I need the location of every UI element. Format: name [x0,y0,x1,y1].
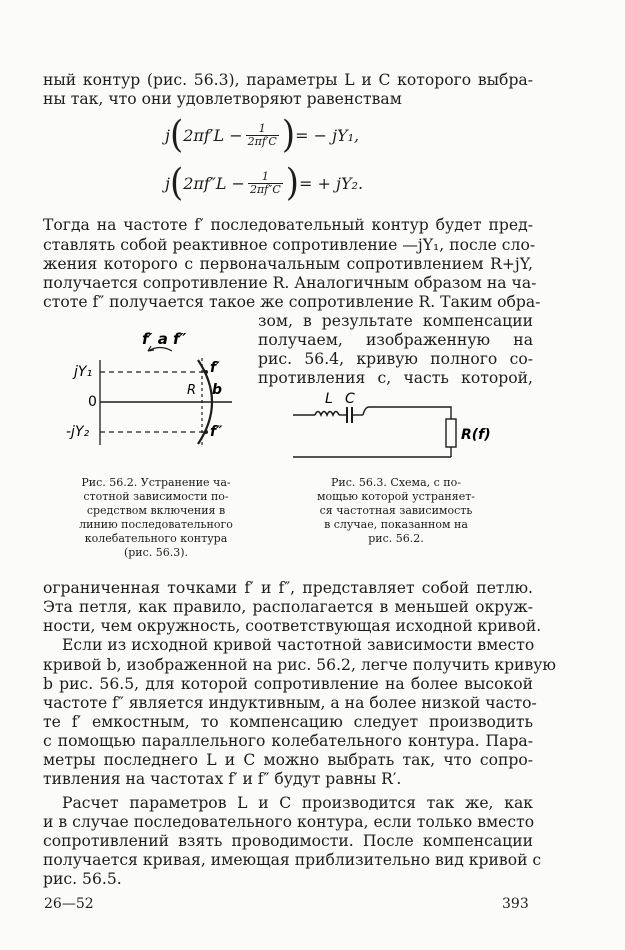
caption-line: стотной зависимости по- [83,490,229,503]
paragraph2-line-1: ограниченная точками f′ и f″, представляет собой петлю. [43,579,533,597]
equation-fraction [248,171,283,196]
label-rf: R(f) [461,427,491,443]
label-zero: 0 [88,394,97,410]
label-r: R [187,383,197,398]
caption-line: мощью которой устраняет- [316,490,476,503]
paragraph4-line-5: рис. 56.5. [43,870,122,888]
figure-56-2-diagram [60,320,250,455]
equation-prefix: j [165,173,170,193]
paragraph3-line-1: Если из исходной кривой частотной зависимости вместо [62,636,535,654]
paragraph3-line-4: частоте f″ является индуктивным, а на более низкой часто- [43,694,537,712]
equation-rhs: = + jY₂. [299,173,364,193]
fraction-denominator: 2πf′C [247,134,277,148]
paragraph4-line-1: Расчет параметров L и C производится так же, как [62,794,533,812]
paragraph1-narrow-line-2: получаем, изображенную на [258,331,533,349]
paragraph4-line-4: получается кривая, имеющая приблизительно вид кривой c [43,851,542,869]
equation-2: j ( 2πf″L − $\frac{1}{2\pi f''C}$ ) = + jY₂. [165,161,364,205]
paragraph3-line-2: кривой b, изображенной на рис. 56.2, легче получить кривую [43,656,556,674]
caption-line: средством включения в [86,504,226,517]
caption-line: Рис. 56.2. Устранение ча- [81,476,231,489]
figure-56-3-circuit [285,385,500,470]
caption-line: рис. 56.2. [368,532,424,545]
page-number: 393 [502,896,529,912]
inductor-l [315,412,339,416]
equation-rhs: = − jY₁, [295,125,360,145]
caption-line: (рис. 56.3). [123,546,189,559]
label-l: L [325,391,333,407]
point-f2 [204,430,208,434]
label-f2: f″ [210,424,223,440]
caption-line: ся частотная зависимость [319,504,473,517]
paragraph4-line-3: сопротивлений взять проводимости. После компенсации [43,832,533,850]
figure-56-3-caption [296,476,496,546]
paragraph2-line-3: ности, чем окружность, соответствующая исходной кривой. [43,617,542,635]
label-jy1: jY₁ [74,364,93,380]
paragraph1-narrow-line-3: рис. 56.4, кривую полного со- [258,350,533,368]
figure-label-top: f′ a f″ [142,330,187,348]
paragraph3-line-6: с помощью параллельного колебательного контура. Пара- [43,732,533,750]
paragraph1-line-1: Тогда на частоте f′ последовательный контур будет пред- [43,216,533,234]
label-f1: f′ [210,360,220,376]
fraction-numerator: 1 [258,121,266,135]
wire-top-to-load [363,407,451,419]
signature-mark: 26—52 [44,896,94,912]
paragraph4-line-2: и в случае последовательного контура, если только вместо [43,813,535,831]
paragraph1-line-3: жения которого с первоначальным сопротивлением R+jY, [43,255,533,273]
paragraph2-line-2: Эта петля, как правило, располагается в меньшей окруж- [43,598,533,616]
intro-line-2: ны так, что они удовлетворяют равенствам [43,90,402,108]
paragraph3-line-5: те f′ емкостным, то компенсацию следует производить [43,713,533,731]
paragraph1-line-4: получается сопротивление R. Аналогичным образом на ча- [43,274,537,292]
paragraph3-line-8: тивления на частотах f′ и f″ будут равны R′. [43,770,402,788]
label-b: b [212,382,223,398]
paragraph3-line-7: метры последнего L и C можно выбрать так, что сопро- [43,751,533,769]
caption-line: в случае, показанном на [324,518,468,531]
paragraph1-line-5: стоте f″ получается такое же сопротивление R. Таким обра- [43,293,541,311]
paragraph1-narrow-line-4: противления c, часть которой, [258,369,533,387]
intro-line-1: ный контур (рис. 56.3), параметры L и C которого выбра- [43,71,533,89]
fraction-denominator: 2πf″C [249,182,281,196]
equation-term: 2πf″L − [183,173,245,193]
caption-line: колебательного контура [84,532,228,545]
figure-56-2-caption [56,476,256,560]
caption-line: Рис. 56.3. Схема, с по- [331,476,461,489]
equation-term: 2πf′L − [183,125,243,145]
equation-prefix: j [165,125,170,145]
paragraph3-line-3: b рис. 56.5, для которой сопротивление на более высокой [43,675,533,693]
paragraph1-narrow-line-1: зом, в результате компенсации [258,312,533,330]
fraction-numerator: 1 [261,169,269,183]
label-c: C [345,391,355,407]
label-jy2: -jY₂ [66,424,90,440]
caption-line: линию последовательного [79,518,233,531]
equation-fraction [246,123,279,148]
equation-1: j ( 2πf′L − $\frac{1}{2\pi f'C}$ ) = − jY₁, [165,113,360,157]
load-resistor [446,419,456,447]
point-f1 [204,370,208,374]
paragraph1-line-2: ставлять собой реактивное сопротивление —jY₁, после сло- [43,236,536,254]
